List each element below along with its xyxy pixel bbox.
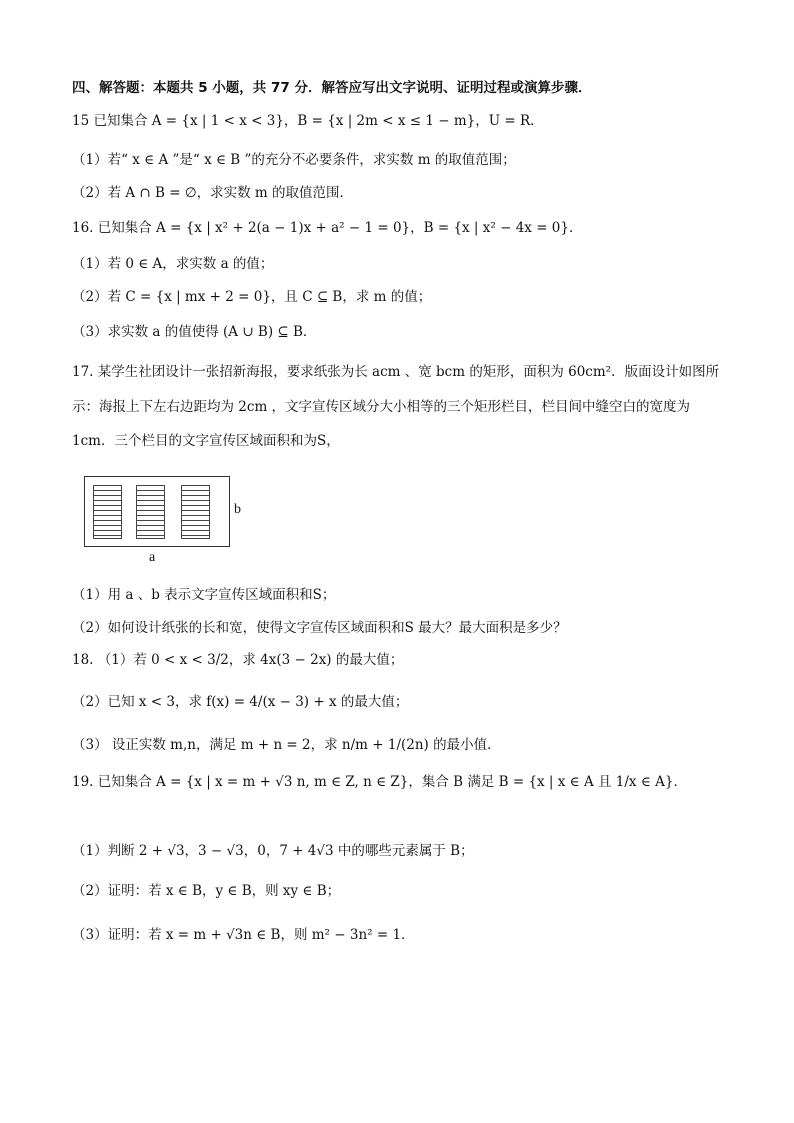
diagram-label-a: a xyxy=(149,550,156,565)
question-17-line-1: 17. 某学生社团设计一张招新海报，要求纸张为长 acm 、宽 bcm 的矩形，面积为 60cm²．版面设计如图所 xyxy=(72,364,720,380)
question-15-part-2: （2）若 A ∩ B = ∅，求实数 m 的取值范围． xyxy=(72,185,353,201)
question-19-part-2: （2）证明：若 x ∈ B，y ∈ B，则 xy ∈ B； xyxy=(72,883,341,899)
question-16-part-2: （2）若 C = {x | mx + 2 = 0}，且 C ⊆ B，求 m 的值； xyxy=(72,289,432,305)
section-header: 四、解答题：本题共 5 小题，共 77 分．解答应写出文字说明、证明过程或演算步骤． xyxy=(72,80,592,96)
question-17-part-2: （2）如何设计纸张的长和宽，使得文字宣传区域面积和S 最大？最大面积是多少？ xyxy=(72,620,567,636)
question-16-part-3: （3）求实数 a 的值使得 (A ∪ B) ⊆ B． xyxy=(72,324,317,340)
question-15-part-1: （1）若“ x ∈ A ”是“ x ∈ B ”的充分不必要条件，求实数 m 的取值范围； xyxy=(72,152,516,168)
question-19-stem: 19. 已知集合 A = {x | x = m + √3 n, m ∈ Z, n ∈ Z}，集合 B 满足 B = {x | x ∈ A 且 1/x ∈ A}． xyxy=(72,774,687,790)
question-18-part-3: （3） 设正实数 m,n，满足 m + n = 2，求 n/m + 1/(2n) 的最小值． xyxy=(72,737,501,753)
question-17-part-1: （1）用 a 、b 表示文字宣传区域面积和S； xyxy=(72,587,336,603)
question-16-stem: 16. 已知集合 A = {x | x² + 2(a − 1)x + a² − 1 = 0}，B = {x | x² − 4x = 0}． xyxy=(72,220,583,236)
column-1 xyxy=(93,485,122,539)
question-16-part-1: （1）若 0 ∈ A，求实数 a 的值； xyxy=(72,256,274,272)
question-17-line-2: 示：海报上下左右边距均为 2cm ，文字宣传区域分大小相等的三个矩形栏目，栏目间中缝空白的宽度为 xyxy=(72,399,691,415)
column-2 xyxy=(136,485,165,539)
question-18-part-1: 18. （1）若 0 < x < 3/2，求 4x(3 − 2x) 的最大值； xyxy=(72,652,404,668)
diagram-label-b: b xyxy=(234,502,241,517)
question-17-line-3: 1cm．三个栏目的文字宣传区域面积和为S， xyxy=(72,433,340,449)
question-18-part-2: （2）已知 x < 3，求 f(x) = 4/(x − 3) + x 的最大值； xyxy=(72,694,409,710)
question-19-part-3: （3）证明：若 x = m + √3n ∈ B，则 m² − 3n² = 1． xyxy=(72,927,415,943)
poster-diagram xyxy=(84,476,230,547)
question-19-part-1: （1）判断 2 + √3，3 − √3，0，7 + 4√3 中的哪些元素属于 B； xyxy=(72,843,474,859)
column-3 xyxy=(181,485,210,539)
question-15-stem: 15 已知集合 A = {x | 1 < x < 3}，B = {x | 2m < x ≤ 1 − m}，U = R． xyxy=(72,113,544,129)
